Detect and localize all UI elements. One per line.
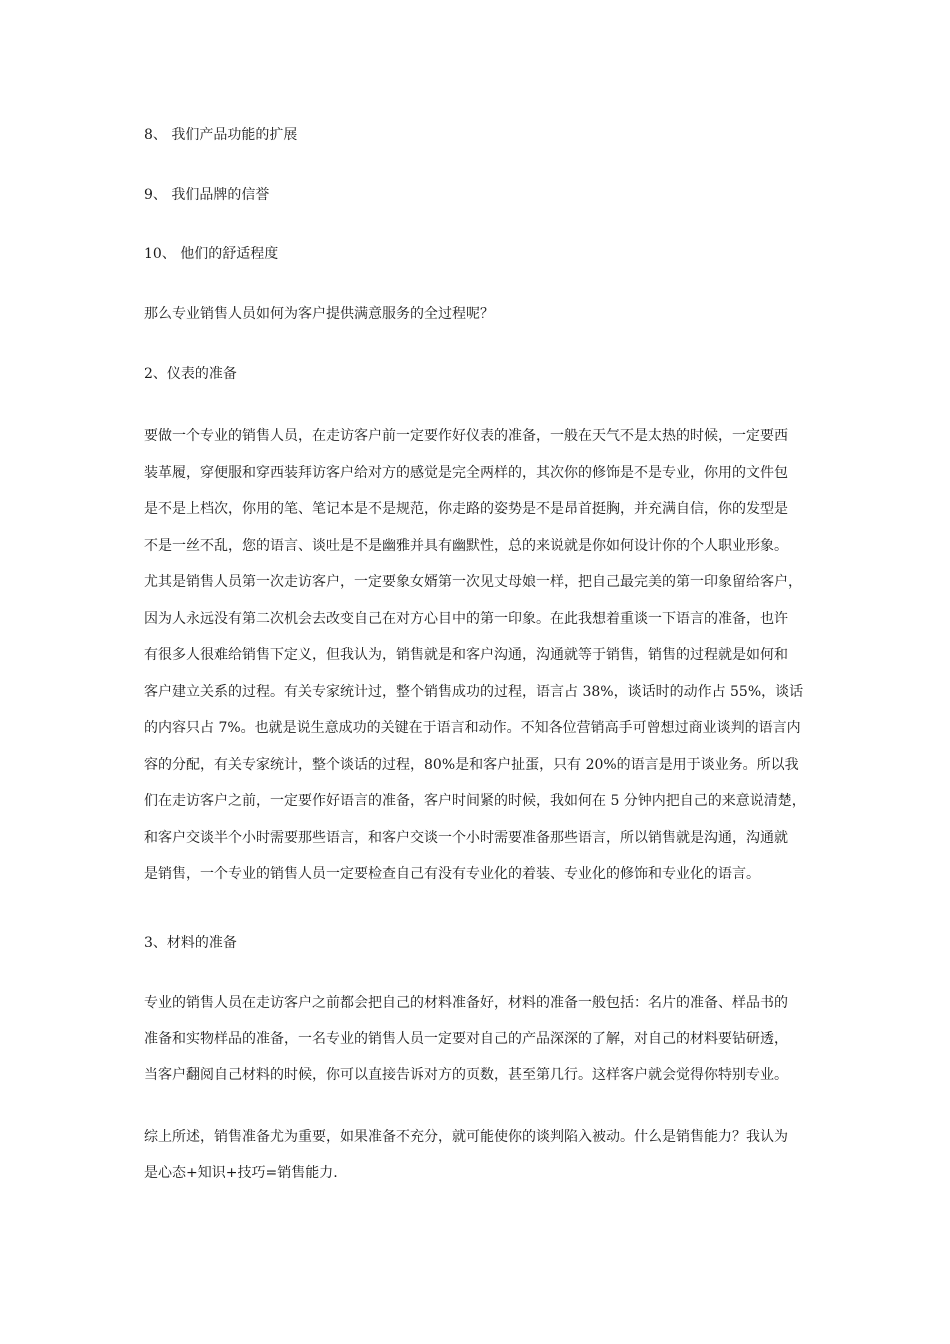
paragraph-line: 当客户翻阅自己材料的时候，你可以直接告诉对方的页数，甚至第几行。这样客户就会觉得你特别专业。 [144, 1067, 788, 1083]
question-line: 那么专业销售人员如何为客户提供满意服务的全过程呢？ [144, 306, 494, 322]
paragraph-line: 要做一个专业的销售人员，在走访客户前一定要作好仪表的准备，一般在天气不是太热的时候，一定要西 [144, 428, 788, 444]
list-item-9: 9、 我们品牌的信誉 [144, 187, 270, 203]
list-item-8: 8、 我们产品功能的扩展 [144, 127, 298, 143]
paragraph-line: 有很多人很难给销售下定义，但我认为，销售就是和客户沟通，沟通就等于销售，销售的过程就是如何和 [144, 647, 788, 663]
paragraph-line: 客户建立关系的过程。有关专家统计过，整个销售成功的过程，语言占 38%，谈话时的动作占 55%，谈话 [144, 683, 804, 700]
paragraph-line: 装革履，穿便服和穿西装拜访客户给对方的感觉是完全两样的，其次你的修饰是不是专业，你用的文件包 [144, 464, 788, 481]
paragraph-appearance [144, 426, 814, 901]
paragraph-line: 综上所述，销售准备尤为重要，如果准备不充分，就可能使你的谈判陷入被动。什么是销售能力？我认为 [144, 1129, 788, 1145]
paragraph-line: 和客户交谈半个小时需要那些语言，和客户交谈一个小时需要准备那些语言，所以销售就是沟通，沟通就 [144, 829, 788, 846]
section-heading-appearance: 2、仪表的准备 [144, 366, 237, 382]
paragraph-line: 们在走访客户之前，一定要作好语言的准备，客户时间紧的时候，我如何在 5 分钟内把自己的来意说清楚， [144, 793, 806, 809]
paragraph-line: 是心态+知识+技巧=销售能力. [144, 1165, 338, 1181]
paragraph-line: 专业的销售人员在走访客户之前都会把自己的材料准备好，材料的准备一般包括：名片的准备、样品书的 [144, 995, 788, 1011]
paragraph-line: 容的分配，有关专家统计，整个谈话的过程，80%是和客户扯蛋，只有 20%的语言是用于谈业务。所以我 [144, 756, 799, 773]
paragraph-line: 是不是上档次，你用的笔、笔记本是不是规范，你走路的姿势是不是昂首挺胸，并充满自信，你的发型是 [144, 501, 788, 517]
paragraph-line: 因为人永远没有第二次机会去改变自己在对方心目中的第一印象。在此我想着重谈一下语言的准备，也许 [144, 610, 788, 627]
paragraph-line: 尤其是销售人员第一次走访客户，一定要象女婿第一次见丈母娘一样，把自己最完美的第一印象留给客户， [144, 574, 802, 590]
section-heading-materials: 3、材料的准备 [144, 935, 237, 951]
paragraph-summary [144, 1127, 814, 1199]
paragraph-materials [144, 993, 814, 1101]
paragraph-line: 的内容只占 7%。也就是说生意成功的关键在于语言和动作。不知各位营销高手可曾想过商业谈判的语言内 [144, 720, 801, 736]
paragraph-line: 是销售，一个专业的销售人员一定要检查自己有没有专业化的着装、专业化的修饰和专业化的语言。 [144, 866, 760, 882]
paragraph-line: 准备和实物样品的准备，一名专业的销售人员一定要对自己的产品深深的了解，对自己的材料要钻研透， [144, 1031, 788, 1047]
paragraph-line: 不是一丝不乱，您的语言、谈吐是不是幽雅并具有幽默性，总的来说就是你如何设计你的个人职业形象。 [144, 537, 788, 554]
list-item-10: 10、 他们的舒适程度 [144, 246, 279, 262]
